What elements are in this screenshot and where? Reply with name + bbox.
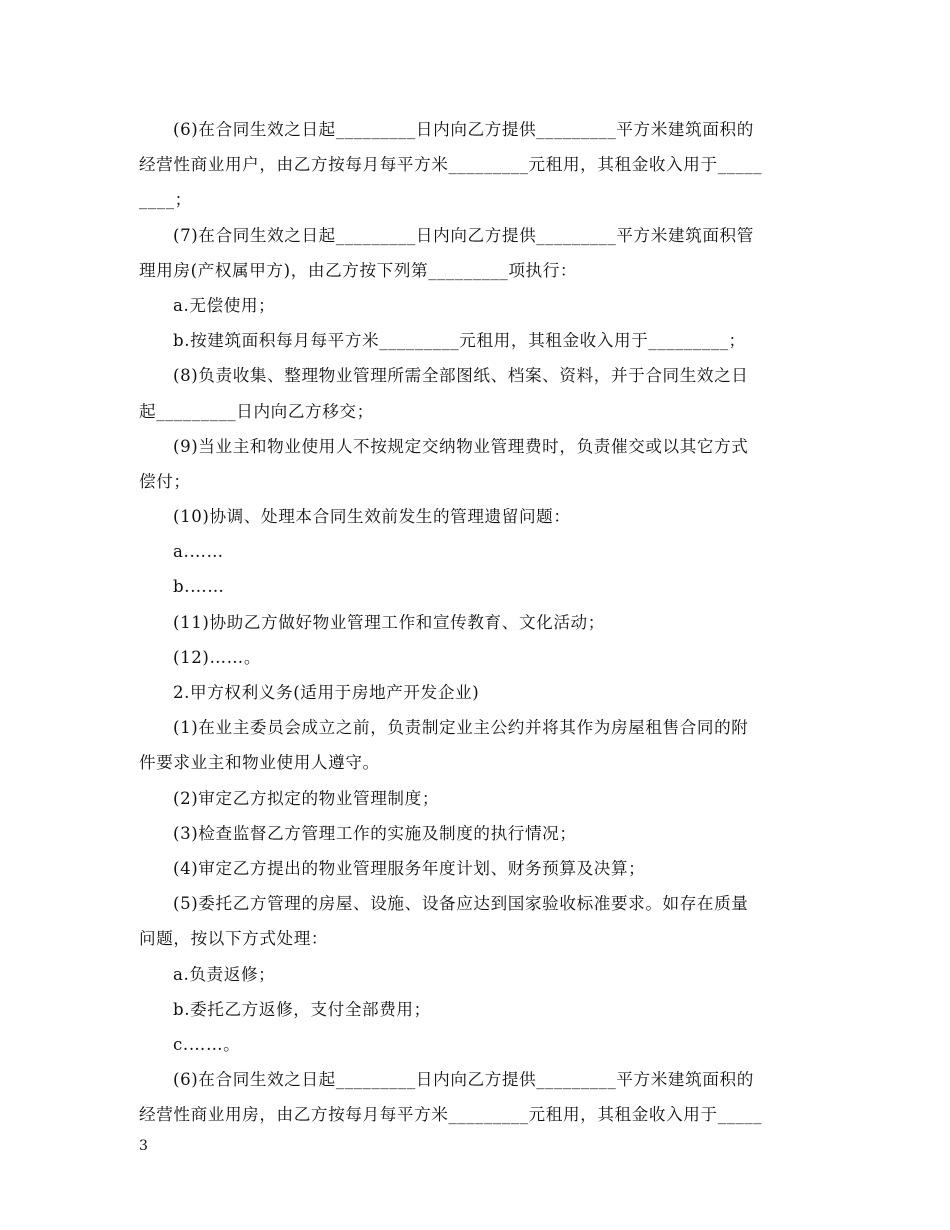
text-line: 经营性商业用户，由乙方按每月每平方米_________元租用，其租金收入用于_____ xyxy=(139,155,763,175)
text-line: 理用房(产权属甲方)，由乙方按下列第_________项执行： xyxy=(139,260,578,280)
text-line: b.按建筑面积每月每平方米_________元租用，其租金收入用于_________； xyxy=(173,331,746,351)
text-line: (5)委托乙方管理的房屋、设施、设备应达到国家验收标准要求。如存在质量 xyxy=(173,894,749,914)
text-line: b.委托乙方返修，支付全部费用； xyxy=(173,999,431,1019)
text-line: (8)负责收集、整理物业管理所需全部图纸、档案、资料，并于合同生效之日 xyxy=(173,366,749,386)
text-line: a.负责返修； xyxy=(173,964,276,984)
text-line: (1)在业主委员会成立之前，负责制定业主公约并将其作为房屋租售合同的附 xyxy=(173,718,749,738)
text-line: 经营性商业用房，由乙方按每月每平方米_________元租用，其租金收入用于_____ xyxy=(139,1105,763,1125)
document-body xyxy=(139,112,814,1132)
text-line: 2.甲方权利义务(适用于房地产开发企业) xyxy=(173,683,480,702)
text-line: (6)在合同生效之日起_________日内向乙方提供_________平方米建筑面积的 xyxy=(173,1070,754,1090)
page-number: 3 xyxy=(139,1138,148,1154)
text-line: (7)在合同生效之日起_________日内向乙方提供_________平方米建筑面积管 xyxy=(173,225,754,245)
text-line: 问题，按以下方式处理： xyxy=(139,929,329,949)
text-line: b.…… xyxy=(173,577,225,597)
text-line: 起_________日内向乙方移交； xyxy=(139,401,374,421)
text-line: (3)检查监督乙方管理工作的实施及制度的执行情况； xyxy=(173,823,577,843)
text-line: a.无偿使用； xyxy=(173,295,276,315)
text-line: (12)……。 xyxy=(173,647,262,667)
text-line: 偿付； xyxy=(139,471,191,491)
text-line: (4)审定乙方提出的物业管理服务年度计划、财务预算及决算； xyxy=(173,858,646,878)
text-line: (10)协调、处理本合同生效前发生的管理遗留问题： xyxy=(173,507,571,527)
text-line: (2)审定乙方拟定的物业管理制度； xyxy=(173,788,440,808)
text-line: (6)在合同生效之日起_________日内向乙方提供_________平方米建筑面积的 xyxy=(173,120,754,139)
text-line: c.……。 xyxy=(173,1034,241,1054)
text-line: (9)当业主和物业使用人不按规定交纳物业管理费时，负责催交或以其它方式 xyxy=(173,436,749,456)
text-line: 件要求业主和物业使用人遵守。 xyxy=(139,753,380,773)
text-line: a.…… xyxy=(173,542,224,562)
text-line: ____； xyxy=(139,190,192,210)
text-line: (11)协助乙方做好物业管理工作和宣传教育、文化活动； xyxy=(173,612,605,632)
